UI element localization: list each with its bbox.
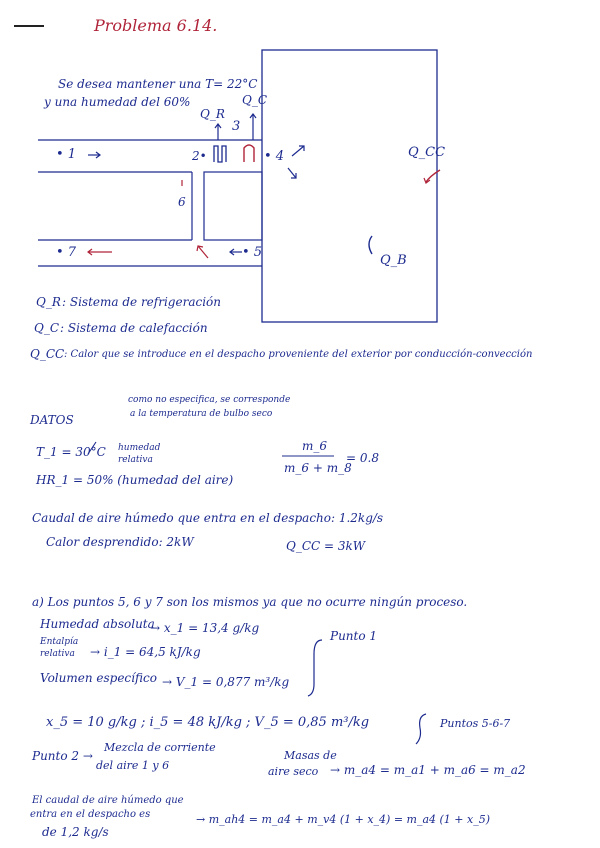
vol-value: → V_1 = 0,877 m³/kg [162, 675, 290, 689]
qcc-label: Q_CC [408, 145, 446, 160]
datos-hr1: HR_1 = 50% (humedad del aire) [36, 473, 234, 487]
abs-value: → x_1 = 13,4 g/kg [150, 621, 260, 635]
caudal-text: de 1,2 kg/s [42, 825, 109, 839]
abs-label: Humedad absoluta [40, 617, 155, 631]
mezcla-label: Mezcla de corriente [104, 741, 216, 754]
ental-label: Entalpía [40, 637, 79, 647]
room-outline [262, 50, 437, 322]
punto1-label: Punto 1 [330, 629, 378, 643]
datos-t1: T_1 = 30°C [36, 445, 106, 459]
cooling-coil [214, 146, 226, 162]
masas-equation: → m_a4 = m_a1 + m_a6 = m_a2 [330, 763, 526, 777]
point-1-label: • 1 [56, 147, 77, 162]
ratio-value: = 0.8 [346, 451, 379, 465]
qb-label: Q_B [380, 253, 407, 268]
point-3-label: 3 [232, 119, 241, 134]
flow-arrow [292, 146, 304, 156]
p5-line: x_5 = 10 g/kg ; i_5 = 48 kJ/kg ; V_5 = 0,85 m³/kg [46, 715, 370, 730]
ratio-numerator: m_6 [302, 439, 328, 453]
datos-note: a la temperatura de bulbo seco [130, 409, 273, 419]
datos-calor: Calor desprendido: 2kW [46, 535, 194, 549]
qb-arrow [369, 236, 372, 254]
punto1-bracket [308, 640, 322, 696]
masas-label: aire seco [268, 765, 319, 778]
page-title: Problema 6.14. [94, 16, 218, 35]
vol-label: Volumen específico [40, 671, 157, 685]
punto567-bracket [416, 714, 426, 744]
mezcla-label: del aire 1 y 6 [96, 759, 170, 772]
flow-arrow [198, 246, 208, 258]
caudal-equation: → m_ah4 = m_a4 + m_v4 (1 + x_4) = m_a4 (1 + x_5) [196, 813, 491, 826]
ratio-denominator: m_6 + m_8 [284, 461, 352, 475]
legend-symbol: Q_C [34, 321, 60, 335]
datos-heading: DATOS [30, 413, 74, 427]
heating-coil [244, 145, 254, 162]
legend-symbol: Q_CC [30, 347, 65, 361]
datos-caudal: Caudal de aire húmedo que entra en el despacho: 1.2kg/s [32, 511, 384, 525]
bypass-box [204, 172, 262, 240]
datos-note: como no especifica, se corresponde [128, 395, 291, 405]
intro-line: Se desea mantener una T= 22°C [58, 77, 258, 91]
legend-symbol: Q_R [36, 295, 61, 309]
qcc-arrow [426, 170, 440, 182]
humedad-note: humedad [118, 443, 161, 453]
flow-arrow [288, 168, 296, 178]
point-2-label: 2• [192, 149, 207, 163]
point-4-label: • 4 [264, 149, 285, 164]
caudal-text: entra en el despacho es [30, 809, 151, 820]
ental-label: relativa [40, 649, 75, 659]
datos-qcc: Q_CC = 3kW [286, 539, 366, 553]
point-6-label: 6 [178, 195, 186, 209]
ental-value: → i_1 = 64,5 kJ/kg [90, 645, 201, 659]
point-7-label: • 7 [56, 245, 77, 260]
qr-label: Q_R [200, 107, 225, 121]
intro-line: y una humedad del 60% [44, 95, 191, 109]
caudal-text: El caudal de aire húmedo que [32, 795, 184, 806]
legend-text: : Sistema de refrigeración [62, 295, 221, 309]
p567-label: Puntos 5-6-7 [440, 717, 511, 730]
legend-text: : Sistema de calefacción [60, 321, 208, 335]
punto2-label: Punto 2 → [32, 749, 93, 763]
legend-text: : Calor que se introduce en el despacho proveniente del exterior por conducción-convección [64, 349, 533, 360]
qc-label: Q_C [242, 93, 268, 107]
humedad-note: relativa [118, 455, 153, 465]
point-5-label: • 5 [242, 245, 263, 260]
part-a-line: a) Los puntos 5, 6 y 7 son los mismos ya que no ocurre ningún proceso. [32, 595, 468, 609]
masas-label: Masas de [284, 749, 337, 762]
